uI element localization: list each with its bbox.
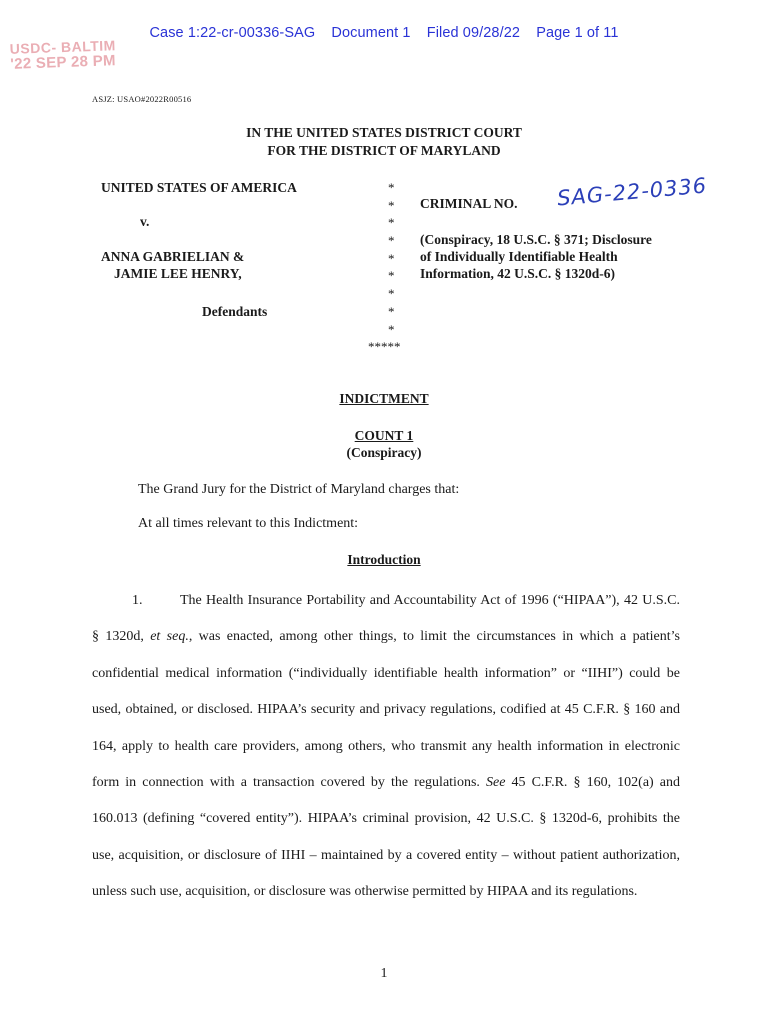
caption-divider-stars (368, 179, 401, 356)
case-number: Case 1:22-cr-00336-SAG (149, 25, 316, 41)
paragraph-text: The Health Insurance Portability and Accountability Act of 1996 (“HIPAA”), 42 U.S.C. § 1320d, (92, 593, 680, 645)
versus-label: v. (140, 214, 150, 229)
count-title: COUNT 1 (354, 428, 414, 443)
court-received-stamp (10, 38, 117, 72)
court-heading-line-2: FOR THE DISTRICT OF MARYLAND (267, 143, 501, 158)
indictment-title: INDICTMENT (339, 391, 429, 406)
handwritten-case-number: SAG-22-0336 (556, 173, 709, 211)
filed-date: Filed 09/28/22 (426, 25, 521, 41)
count-subtitle: (Conspiracy) (346, 445, 422, 460)
star: * (388, 303, 395, 319)
court-heading (0, 124, 768, 160)
paragraph-text: , was enacted, among other things, to limit the circumstances in which a patient’s confidential medical information (“individually identifiable health information” or “IIHI”) could be used, obtained, or disclosed. HIPAA’s security and privacy regulations, codified at 45 C.F.R. § 160 and 164, apply to health care providers, among others, who transmit any health information in electronic form in connection with a transaction covered by the regulations. (92, 629, 681, 791)
charges-line-2: of Individually Identifiable Health (420, 249, 618, 264)
defendant-2: JAMIE LEE HENRY, (114, 266, 242, 281)
section-title: Introduction (347, 552, 421, 567)
plaintiff-name: UNITED STATES OF AMERICA (101, 180, 297, 195)
criminal-no-label: CRIMINAL NO. (420, 196, 518, 211)
stamp-line-2: '22 SEP 28 PM (9, 52, 117, 73)
page-number: 1 (380, 966, 388, 981)
star: * (388, 250, 395, 266)
grand-jury-statement: The Grand Jury for the District of Maryland charges that: (138, 482, 460, 497)
star: * (388, 233, 395, 249)
star: * (388, 286, 395, 302)
charges-description (420, 231, 652, 282)
paragraph-1 (92, 583, 680, 911)
charges-line-1: (Conspiracy, 18 U.S.C. § 371; Disclosure (420, 232, 652, 247)
paragraph-text: 45 C.F.R. § 160, 102(a) and 160.013 (defining “covered entity”). HIPAA’s criminal provision, 42 U.S.C. § 1320d-6, prohibits the use, acquisition, or disclosure of IIHI – maintained by a covered entity – without patient authorization, unless such use, acquisition, or disclosure was otherwise permitted by HIPAA and its regulations. (92, 775, 681, 900)
star: * (388, 321, 395, 337)
star: * (388, 215, 395, 231)
relevant-times-statement: At all times relevant to this Indictment: (138, 516, 359, 531)
stamp-line-1: USDC- BALTIM (9, 37, 117, 57)
court-heading-line-1: IN THE UNITED STATES DISTRICT COURT (246, 125, 522, 140)
star: * (388, 268, 395, 284)
paragraph-number: 1. (132, 593, 143, 608)
page-indicator: Page 1 of 11 (536, 25, 619, 41)
star: * (388, 180, 395, 195)
document-number: Document 1 (331, 25, 411, 41)
star-row: ***** (368, 339, 401, 355)
defendant-1: ANNA GABRIELIAN & (101, 249, 245, 264)
charges-line-3: Information, 42 U.S.C. § 1320d-6) (420, 266, 616, 281)
star: * (388, 197, 395, 213)
defendants-label: Defendants (202, 304, 268, 319)
paragraph-italic: et seq. (150, 629, 189, 645)
paragraph-italic: See (485, 775, 506, 791)
office-reference: ASJZ: USAO#2022R00516 (92, 94, 192, 104)
